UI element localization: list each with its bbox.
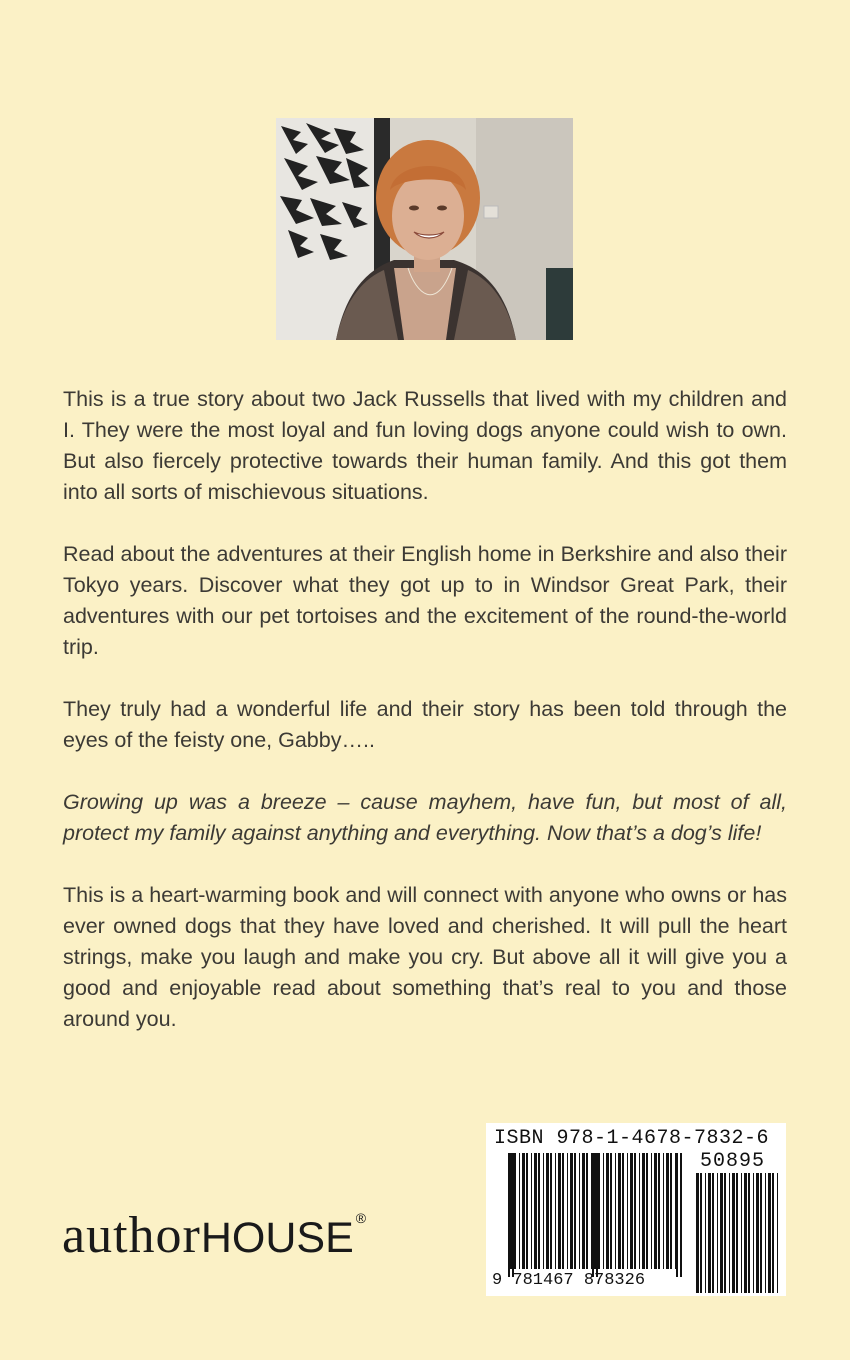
registered-mark: ® (355, 1210, 367, 1226)
isbn-label: ISBN 978-1-4678-7832-6 (494, 1127, 770, 1150)
barcode-main-digits: 9 781467 878326 (492, 1271, 646, 1290)
barcode-addon-digits: 50895 (700, 1150, 766, 1173)
blurb-paragraph-intro: This is a true story about two Jack Russells that lived with my children and I. They were the most loyal and fun loving dogs anyone could wish to own. But also fiercely protective towards their human family. And this got them into all sorts of mischievous situations. (63, 387, 787, 504)
blurb-paragraph-adventures: Read about the adventures at their English home in Berkshire and also their Tokyo years. Discover what they got up to in Windsor Great Park, their adventures with our pet tortoises and the excitement of the round-the-world trip. (63, 542, 787, 659)
logo-house-text: HOUSE (200, 1214, 354, 1262)
publisher-logo (62, 1206, 366, 1270)
blurb-paragraph-closing: This is a heart-warming book and will connect with anyone who owns or has ever owned dogs that they have loved and cherished. It will pull the heart strings, make you laugh and make you cry. But above all it will give you a good and enjoyable read about something that’s real to you and those around you. (63, 883, 787, 1031)
back-cover-blurb (63, 384, 787, 1066)
blurb-quote: Growing up was a breeze – cause mayhem, have fun, but most of all, protect my family against anything and everything. Now that’s a dog’s life! (63, 790, 787, 845)
logo-author-text: author (62, 1207, 201, 1264)
author-photo (276, 118, 573, 340)
isbn-barcode (486, 1123, 786, 1296)
blurb-paragraph-gabby: They truly had a wonderful life and their story has been told through the eyes of the feisty one, Gabby….. (63, 697, 787, 752)
